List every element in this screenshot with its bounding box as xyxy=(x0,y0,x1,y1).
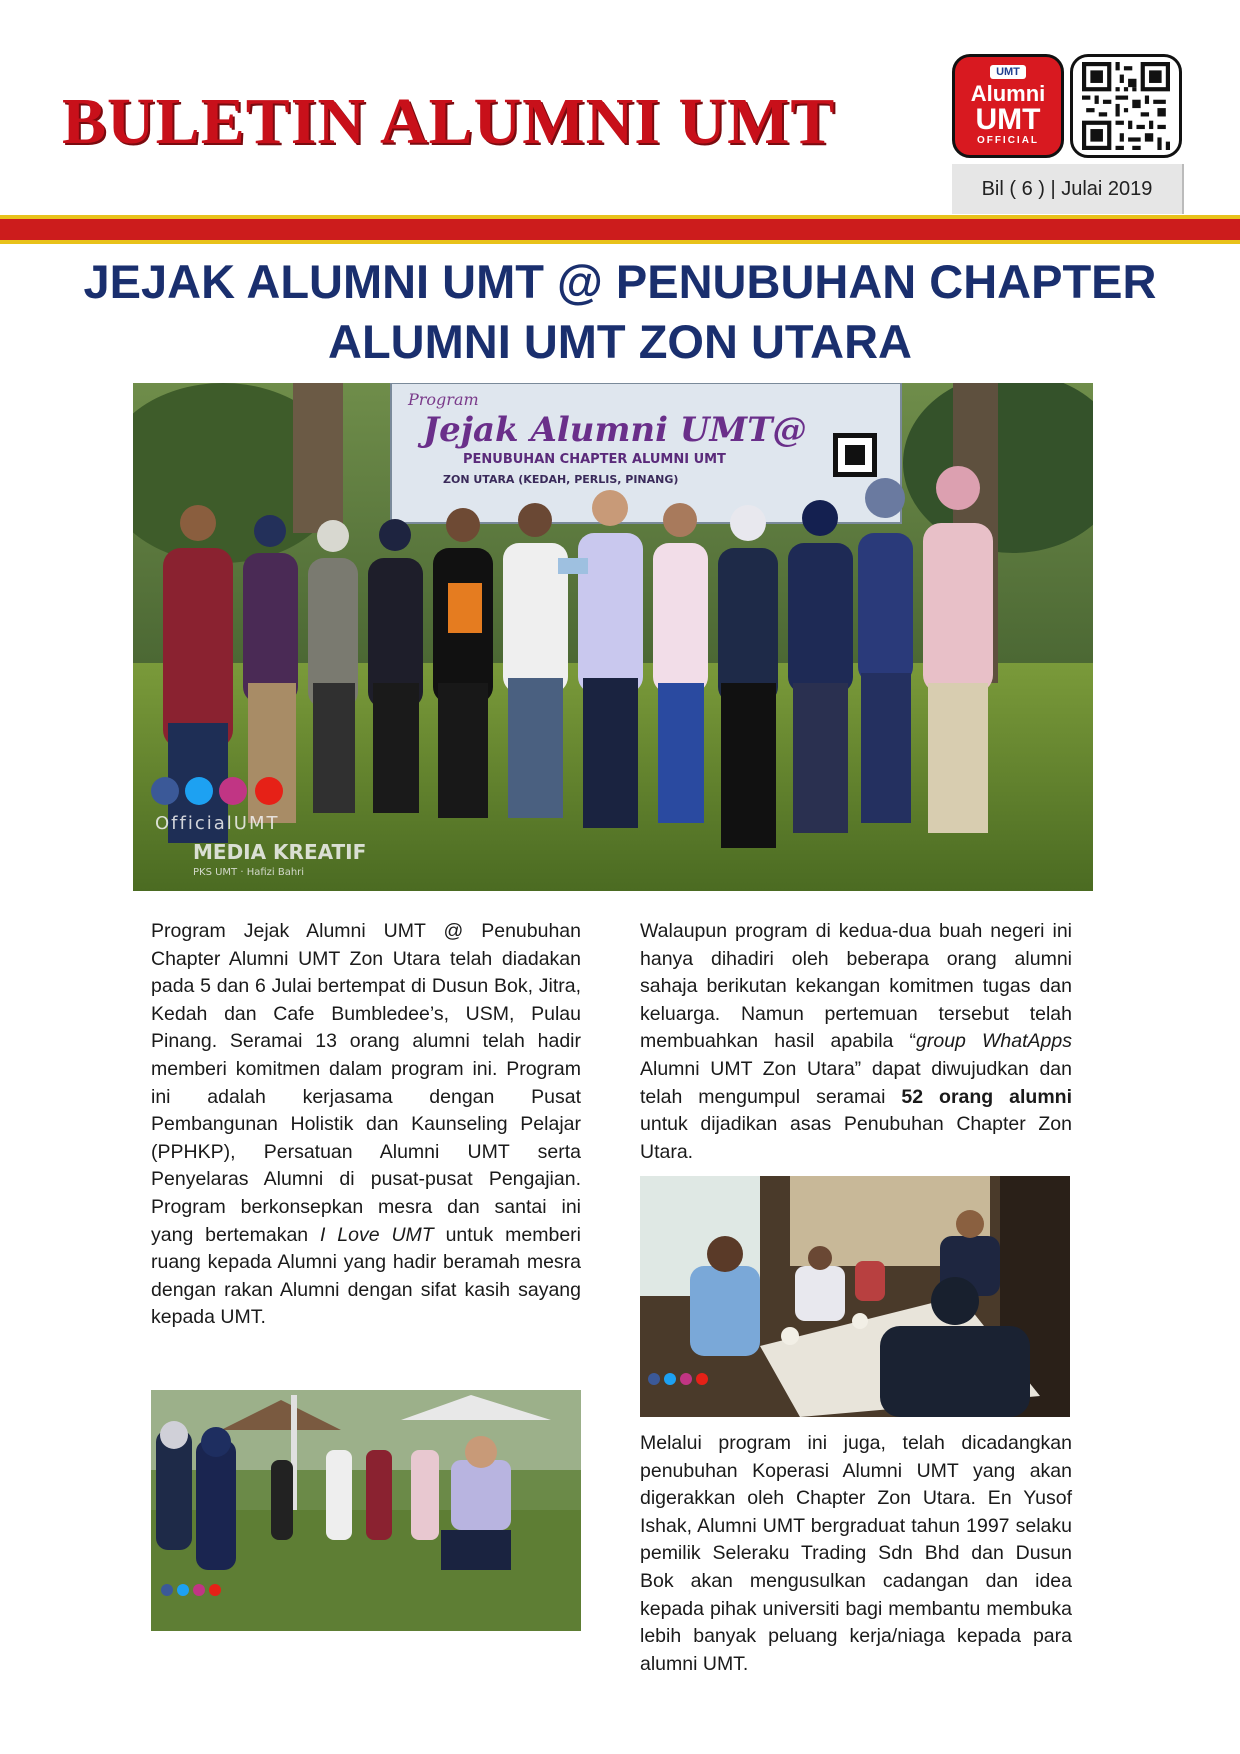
left-paragraph-text-b: untuk memberi ruang kepada Alumni yang hadir beramah mesra dengan rakan Alumni dengan sifat kasih sayang kepada UMT. xyxy=(151,1223,581,1329)
logo-line1: Alumni xyxy=(970,81,1046,106)
right-paragraph-2: Melalui program ini juga, telah dicadangkan penubuhan Koperasi Alumni UMT yang akan digerakkan oleh Chapter Zon Utara. En Yusof Ishak, Alumni UMT bergraduat tahun 1997 selaku pemilik Seleraku Trading Sdn Bhd dan Dusun Bok akan mengusulkan cadangan dan idea kepada pihak universiti bagi membantu membuka lebih banyak peluang kerja/niaga kepada para alumni UMT. xyxy=(640,1432,1072,1675)
left-paragraph xyxy=(151,918,581,1332)
banner-script-top: Program xyxy=(408,390,479,409)
left-paragraph-text-a: Program Jejak Alumni UMT @ Penubuhan Chapter Alumni UMT Zon Utara telah diadakan pada 5 dan 6 Julai bertempat di Dusun Bok, Jitra, Kedah dan Cafe Bumbledee’s, USM, Pulau Pinang. Seramai 13 orang alumni telah hadir memberi komitmen dalam program ini. Program ini adalah kerjasama dengan Pusat Pembangunan Holistik dan Kaunseling Pelajar (PPHKP), Persatuan Alumni UMT serta Penyelaras Alumni di pusat-pusat Pengajian. Program berkonsepkan mesra dan santai ini yang bertemakan xyxy=(151,920,581,1246)
article-right-column-continued xyxy=(640,1430,1072,1678)
theme-italic-text: I Love UMT xyxy=(320,1223,434,1246)
alumni-umt-logo xyxy=(952,54,1064,158)
banner-script-main: Jejak Alumni UMT@ xyxy=(423,410,807,450)
group-photo xyxy=(133,383,1093,891)
cafe-meeting-photo xyxy=(640,1176,1070,1417)
circle-gathering-photo xyxy=(151,1390,581,1631)
logo-line2: UMT xyxy=(975,103,1041,136)
article-right-column xyxy=(640,918,1072,1166)
photo-watermark-sub: PKS UMT · Hafizi Bahri xyxy=(193,867,305,878)
photo-watermark-handle: OfficialUMT xyxy=(155,813,280,834)
right-paragraph-1 xyxy=(640,918,1072,1166)
banner-line2: ZON UTARA (KEDAH, PERLIS, PINANG) xyxy=(443,473,679,486)
logo-top-text: UMT xyxy=(990,65,1026,79)
whatsapp-italic-text: group WhatApps xyxy=(916,1030,1072,1053)
qr-code-icon xyxy=(1070,54,1182,158)
issue-number: Bil ( 6 ) | Julai 2019 xyxy=(952,164,1184,214)
photo-watermark-brand: MEDIA KREATIF xyxy=(193,840,367,864)
qr-code-graphic xyxy=(1082,62,1170,150)
banner-line1: PENUBUHAN CHAPTER ALUMNI UMT xyxy=(463,452,726,467)
right-paragraph-text-b: Alumni UMT Zon Utara” dapat diwujudkan dan telah mengumpul seramai xyxy=(640,1057,1072,1108)
right-paragraph-text-c: untuk dijadikan asas Penubuhan Chapter Zon Utara. xyxy=(640,1113,1072,1163)
article-headline: JEJAK ALUMNI UMT @ PENUBUHAN CHAPTER ALUMNI UMT ZON UTARA xyxy=(83,255,1157,368)
alumni-count-bold: 52 orang alumni xyxy=(901,1085,1072,1108)
masthead-title: BULETIN ALUMNI UMT xyxy=(62,85,836,158)
logo-line3: OFFICIAL xyxy=(976,135,1040,146)
right-paragraph-text-a: Walaupun program di kedua-dua buah negeri ini hanya dihadiri oleh beberapa orang alumni sahaja berikutan kekangan komitmen tugas dan keluarga. Namun pertemuan tersebut telah membuahkan hasil apabila “ xyxy=(640,920,1072,1053)
header-rule xyxy=(0,215,1240,244)
article-left-column xyxy=(151,918,581,1332)
